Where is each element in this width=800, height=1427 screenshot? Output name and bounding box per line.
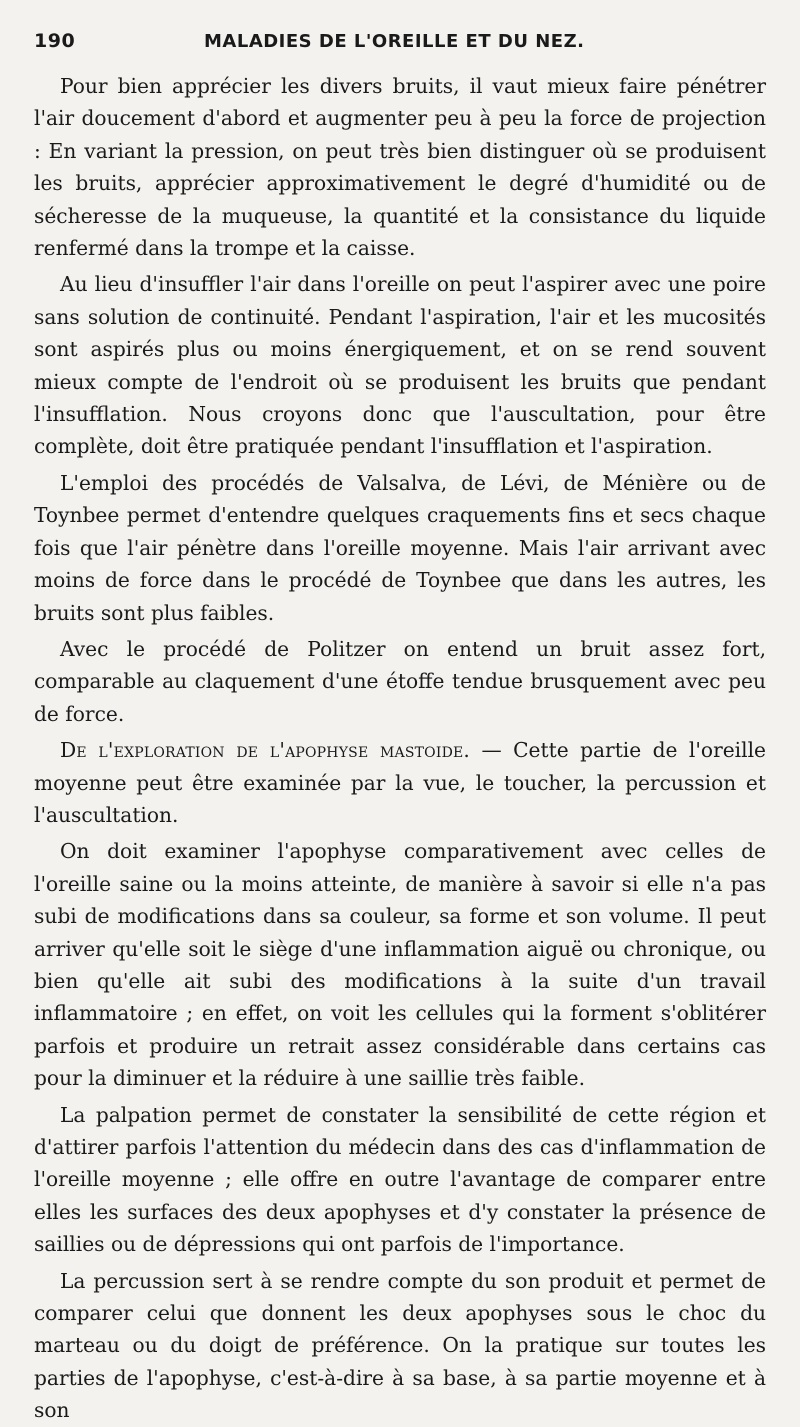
paragraph: La percussion sert à se rendre compte du son produit et permet de comparer celui que donnent les deux apophyses sous le choc du marteau ou du doigt de préférence. On la pratique sur toutes les parties de l'apophyse, c'est-à-dire à sa base, à sa partie moyenne et à son [34, 1268, 766, 1423]
section-heading: De l'exploration de l'apophyse mastoide. [60, 738, 471, 763]
paragraph: Avec le procédé de Politzer on entend un bruit assez fort, comparable au claquement d'une étoffe tendue brusquement avec peu de force. [34, 636, 766, 726]
section-dash: — [470, 738, 514, 763]
section-paragraph [34, 734, 766, 831]
section-lead-text: Cette partie de l'oreille moyenne peut être examinée par la vue, le toucher, la percussion et l'auscultation. [34, 738, 766, 827]
paragraph: Pour bien apprécier les divers bruits, il vaut mieux faire pénétrer l'air doucement d'abord et augmenter peu à peu la force de projection : En variant la pression, on peut très bien distinguer où se produisent les bruits, apprécier approximativement le degré d'humidité ou de sécheresse de la muqueuse, la quantité et la consistance du liquide renfermé dans la trompe et la caisse. [34, 74, 766, 261]
body-text [34, 70, 766, 1427]
paragraph: La palpation permet de constater la sensibilité de cette région et d'attirer parfois l'attention du médecin dans des cas d'inflammation de l'oreille moyenne ; elle offre en outre l'avantage de comparer entre elles les surfaces des deux apophyses et d'y constater la présence de saillies ou de dépressions qui ont parfois de l'importance. [34, 1102, 766, 1257]
paragraph: L'emploi des procédés de Valsalva, de Lévi, de Ménière ou de Toynbee permet d'entendre quelques craquements fins et secs chaque fois que l'air pénètre dans l'oreille moyenne. Mais l'air arrivant avec moins de force dans le procédé de Toynbee que dans les autres, les bruits sont plus faibles. [34, 470, 766, 625]
page-number: 190 [34, 30, 76, 52]
running-title: MALADIES DE L'OREILLE ET DU NEZ. [204, 31, 585, 52]
running-head [34, 30, 766, 62]
paragraph: On doit examiner l'apophyse comparativement avec celles de l'oreille saine ou la moins atteinte, de manière à savoir si elle n'a pas subi de modifications dans sa couleur, sa forme et son volume. Il peut arriver qu'elle soit le siège d'une inflammation aiguë ou chronique, ou bien qu'elle ait subi des modifications à la suite d'un travail inflammatoire ; en effet, on voit les cellules qui la forment s'oblitérer parfois et produire un retrait assez considérable dans certains cas pour la diminuer et la réduire à une saillie très faible. [34, 839, 766, 1091]
paragraph: Au lieu d'insuffler l'air dans l'oreille on peut l'aspirer avec une poire sans solution de continuité. Pendant l'aspiration, l'air et les mucosités sont aspirés plus ou moins énergiquement, et on se rend souvent mieux compte de l'endroit où se produisent les bruits que pendant l'insufflation. Nous croyons donc que l'auscultation, pour être complète, doit être pratiquée pendant l'insufflation et l'aspiration. [34, 272, 766, 459]
